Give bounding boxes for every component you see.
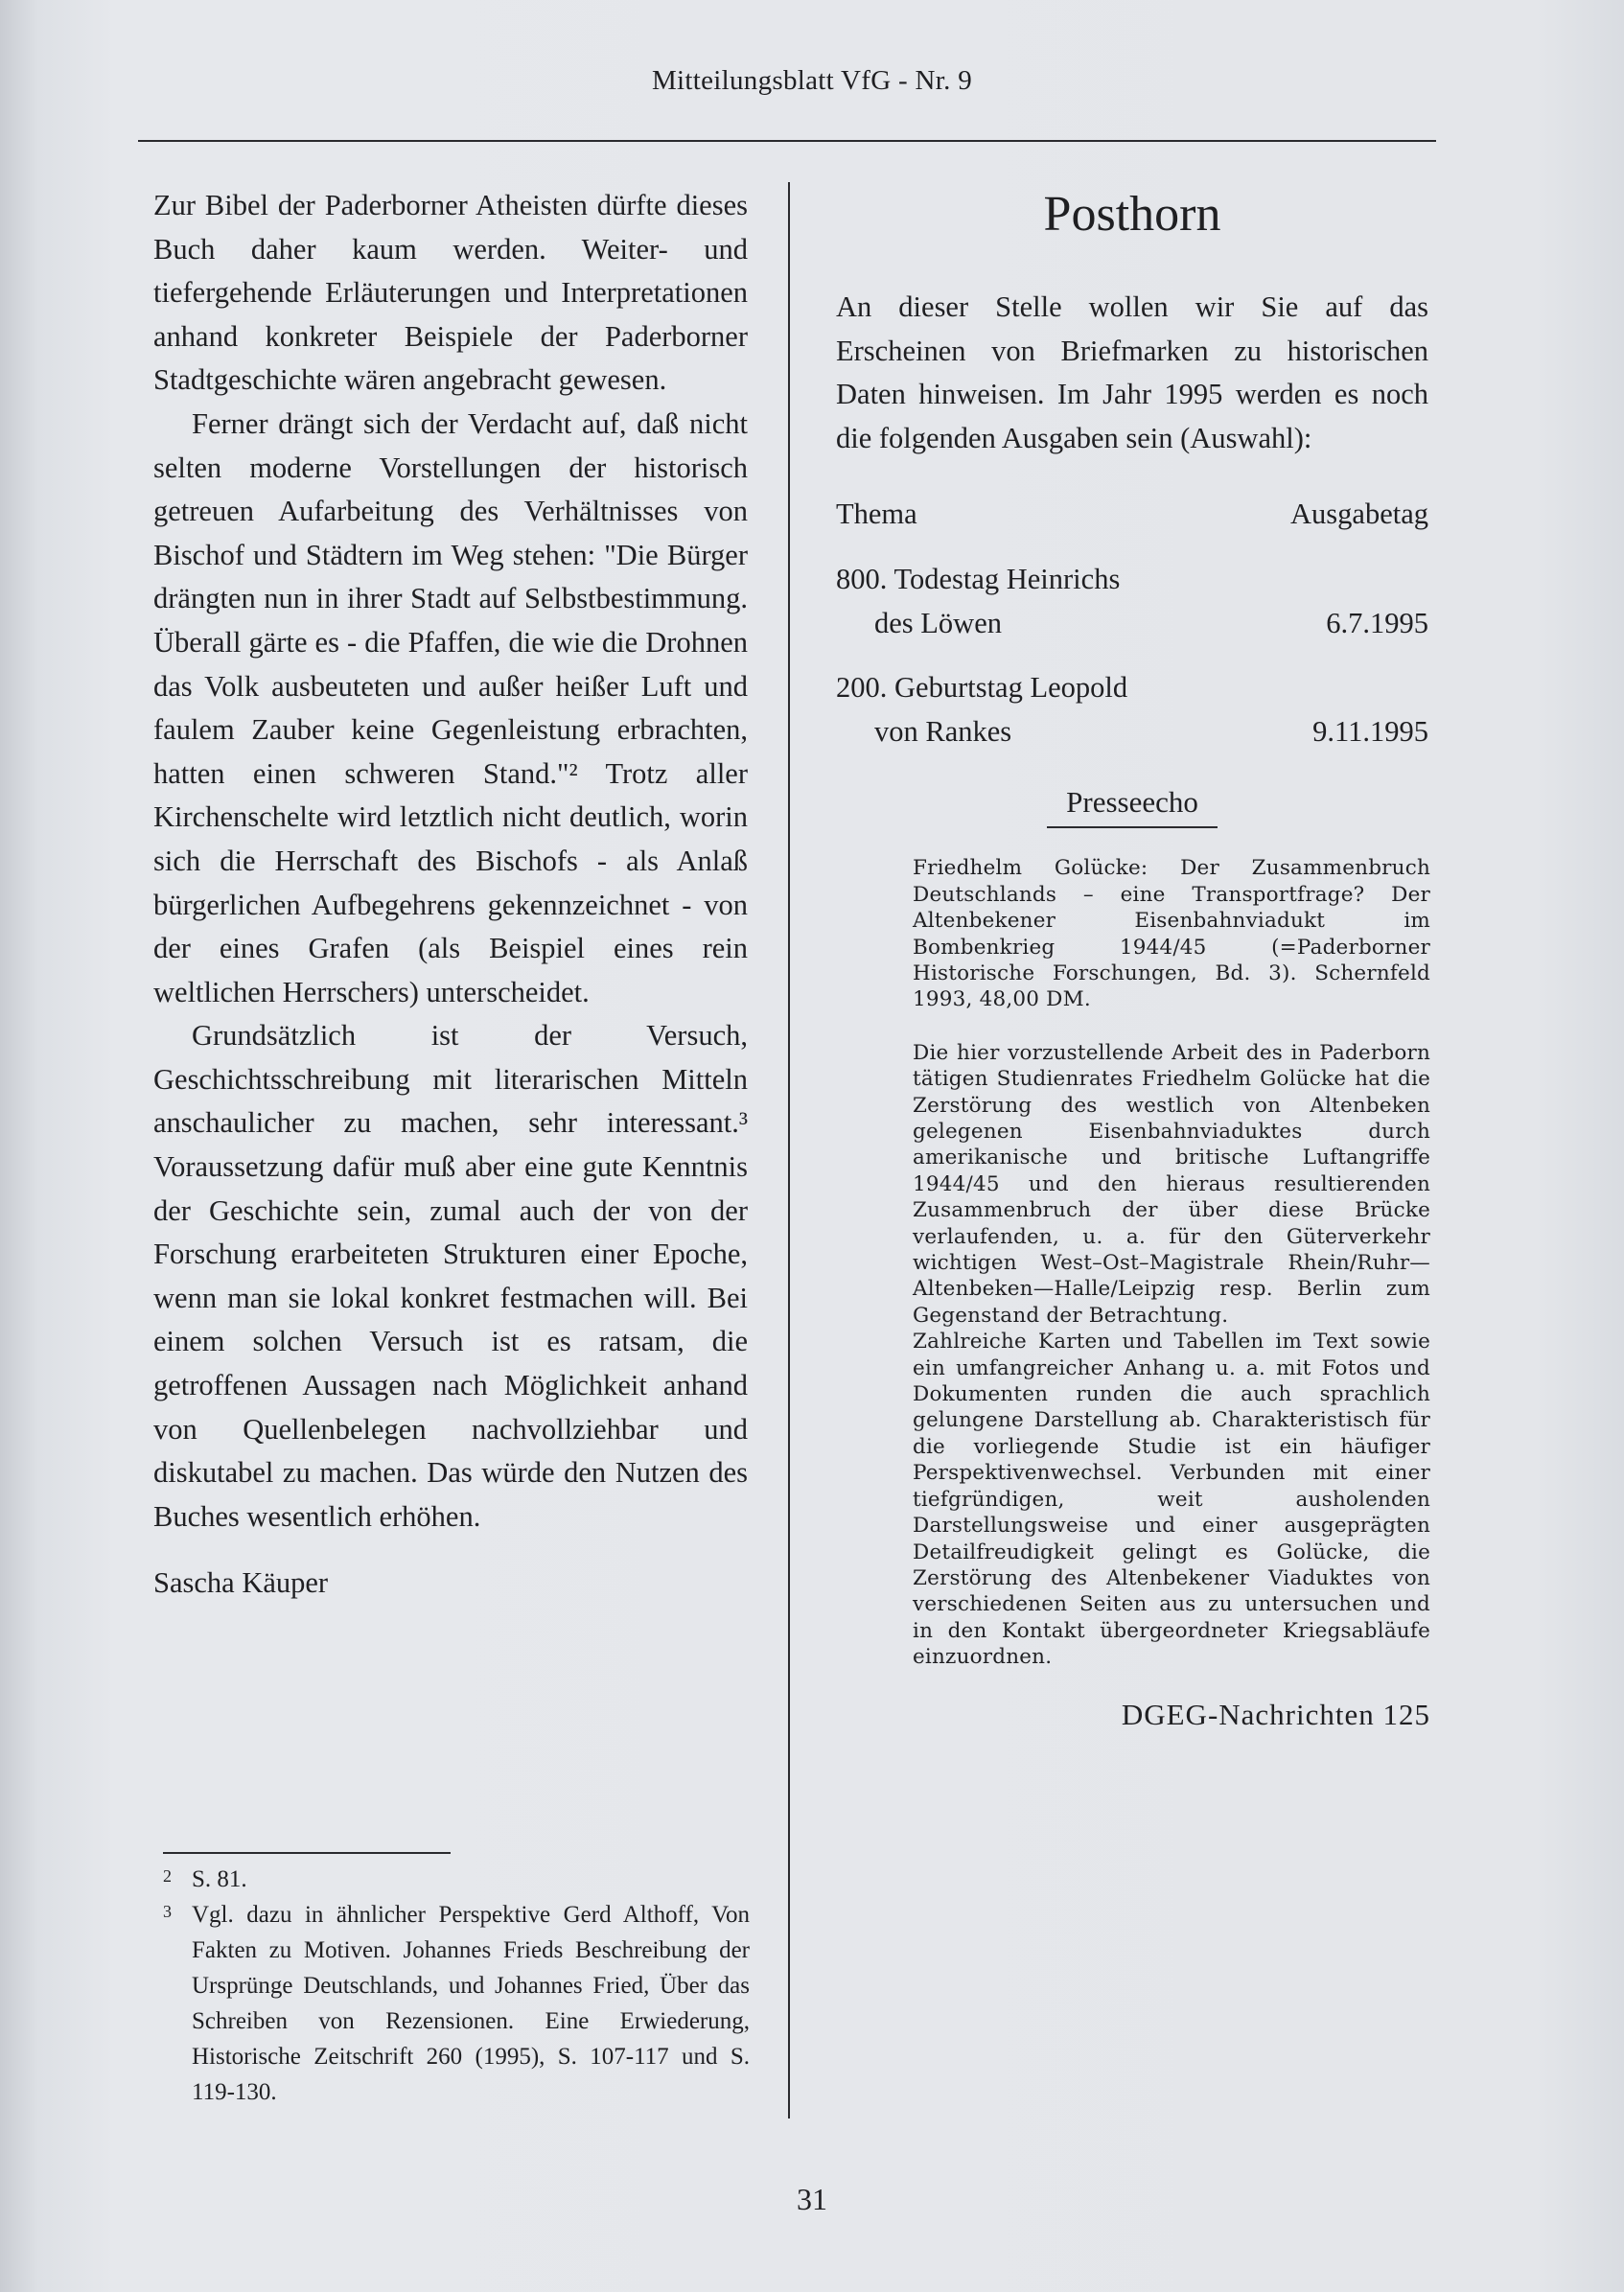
footnote — [163, 1862, 750, 1897]
stamp-theme-continued: von Rankes — [874, 714, 1012, 748]
page-number: 31 — [797, 2182, 827, 2216]
stamp-table — [836, 493, 1428, 753]
stamp-entry — [836, 558, 1428, 645]
stamp-theme-continued: des Löwen — [874, 606, 1002, 639]
column-divider — [788, 182, 790, 2118]
footnote-text: S. 81. — [192, 1866, 247, 1892]
review-citation: Friedhelm Golücke: Der Zusammenbruch Deutschlands – eine Transportfrage? Der Altenbekener Eisenbahnviadukt im Bombenkrieg 1944/45 (=Paderborner Historische Forschungen, Bd. 3). Schernfeld 1993, 48,00 DM. — [913, 856, 1430, 1012]
presseecho-heading: Presseecho — [1047, 782, 1218, 828]
header-rule — [138, 140, 1436, 142]
left-paragraph-1: Zur Bibel der Paderborner Atheisten dürfte dieses Buch daher kaum werden. Weiter- und tiefergehende Erläuterungen und Interpretationen anhand konkreter Beispiele der Paderborner Stadtgeschichte wären angebracht gewesen. — [153, 189, 748, 397]
footnotes — [163, 1862, 750, 2110]
review-author: Sascha Käuper — [153, 1566, 329, 1600]
left-paragraph-2: Ferner drängt sich der Verdacht auf, daß nicht selten moderne Vorstellungen der historisch getreuen Aufarbeitung des Verhältnisses von Bischof und Städtern im Weg stehen: "Die Bürger drängten nun in ihrer Stadt auf Selbstbestimmung. Überall gärte es - die Pfaffen, die wie die Drohnen das Volk ausbeuteten und außer heißer Luft und faulem Zauber keine Gegenleistung erbrachten, hatten einen schweren Stand."² Trotz aller Kirchenschelte wird letztlich nicht deutlich, worin sich die Herrschaft des Bischofs - als Anlaß bürgerlichen Aufbegehrens gekennzeichnet - von der eines Grafen (als Beispiel eines rein weltlichen Herrschers) unterscheidet. — [153, 406, 748, 1008]
stamp-date: 9.11.1995 — [1312, 714, 1428, 748]
review-paragraph-2: Zahlreiche Karten und Tabellen im Text sowie ein umfangreicher Anhang u. a. mit Fotos und Dokumenten runden die auch sprachlich gelungene Darstellung ab. Charakteristisch für die vorliegende Studie ist ein häufiger Perspektivenwechsel. Verbunden mit einer tiefgründigen, weit ausholenden Darstellungsweise und einer ausgeprägten Detailfreudigkeit gelingt es Golücke, die Zerstörung des Altenbekener Viaduktes von verschiedenen Seiten aus zu untersuchen und in den Kontakt übergeordneter Kriegsabläufe einzuordnen. — [913, 1330, 1430, 1670]
review-paragraph-1: Die hier vorzustellende Arbeit des in Paderborn tätigen Studienrates Friedhelm Golücke hat die Zerstörung des westlich von Altenbeken gelegenen Eisenbahnviaduktes durch amerikanische und britische Luftangriffe 1944/45 und den hieraus resultierenden Zusammenbruch der über diese Brücke verlaufenden, u. a. für den Güterverkehr wichtigen West–Ost–Magistrale Rhein/Ruhr—Altenbeken—Halle/Leipzig resp. Berlin zum Gegenstand der Betrachtung. — [913, 1040, 1430, 1328]
date-column-header: Ausgabetag — [1290, 498, 1428, 531]
footnote — [163, 1897, 750, 2110]
posthorn-intro: An dieser Stelle wollen wir Sie auf das Erscheinen von Briefmarken zu historischen Daten hinweisen. Im Jahr 1995 werden es noch die folgenden Ausgaben sein (Auswahl): — [836, 290, 1428, 454]
left-column — [153, 184, 748, 1606]
stamp-table-header — [836, 493, 1428, 537]
stamp-theme: 800. Todestag Heinrichs — [836, 562, 1121, 595]
stamp-date: 6.7.1995 — [1326, 606, 1428, 639]
posthorn-heading: Posthorn — [1043, 187, 1221, 242]
running-header: Mitteilungsblatt VfG - Nr. 9 — [651, 65, 973, 96]
press-review — [913, 855, 1430, 1733]
right-column — [836, 184, 1428, 1734]
stamp-theme: 200. Geburtstag Leopold — [836, 671, 1128, 705]
footnote-mark: 2 — [163, 1866, 172, 1886]
theme-column-header: Thema — [836, 498, 917, 531]
footnote-text: Vgl. dazu in ähnlicher Perspektive Gerd Althoff, Von Fakten zu Motiven. Johannes Frieds Beschreibung der Ursprünge Deutschlands, und Johannes Fried, Über das Schreiben von Rezensionen. Eine Erwiederung, Historische Zeitschrift 260 (1995), S. 107-117 und S. 119-130. — [192, 1902, 750, 2105]
footnote-rule — [163, 1852, 451, 1854]
stamp-entry — [836, 666, 1428, 753]
left-paragraph-3: Grundsätzlich ist der Versuch, Geschichtsschreibung mit literarischen Mitteln anschaulicher zu machen, sehr interessant.³ Voraussetzung dafür muß aber eine gute Kenntnis der Geschichte sein, zumal auch der von der Forschung erarbeiteten Strukturen einer Epoche, wenn man sie lokal konkret festmachen will. Bei einem solchen Versuch ist es ratsam, die getroffenen Aussagen nach Möglichkeit anhand von Quellenbelegen nachvollziehbar und diskutabel zu machen. Das würde den Nutzen des Buches wesentlich erhöhen. — [153, 1019, 748, 1533]
footnote-mark: 3 — [163, 1902, 172, 1921]
review-source: DGEG-Nachrichten 125 — [1121, 1697, 1430, 1731]
